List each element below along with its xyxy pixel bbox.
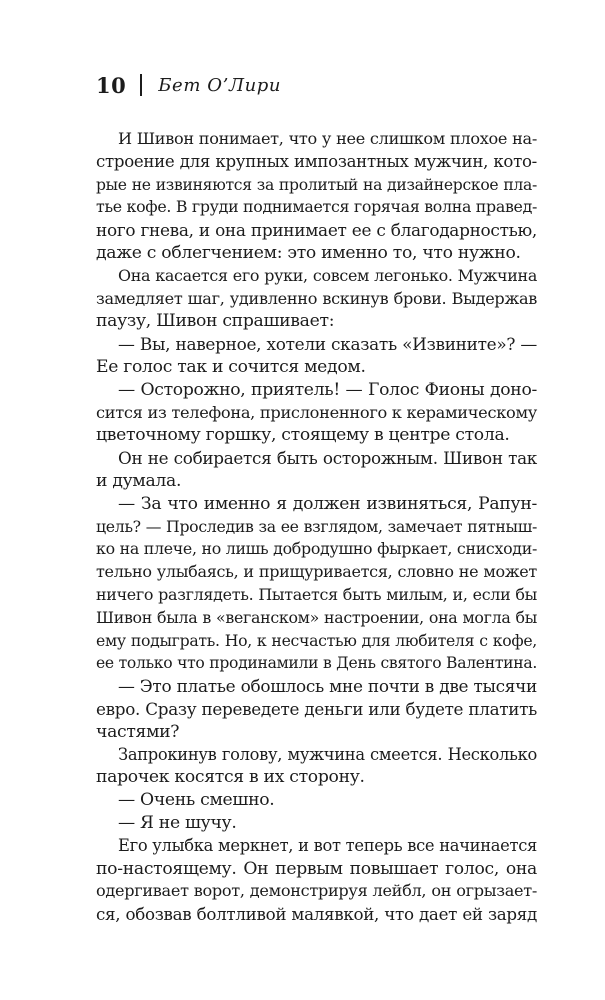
text-line: Ее голос так и сочится медом.: [96, 356, 366, 377]
text-line: — Вы, наверное, хотели сказать «Извините»? —: [118, 334, 537, 355]
text-line: ему подыграть. Но, к несчастью для любителя с кофе,: [96, 630, 537, 650]
text-line: даже с облегчением: это именно то, что нужно.: [96, 242, 521, 263]
text-line: Его улыбка меркнет, и вот теперь все начинается: [118, 835, 537, 855]
text-line: Она касается его руки, совсем легонько. Мужчина: [118, 265, 537, 285]
page-number: 10: [96, 72, 127, 98]
text-line: ного гнева, и она принимает ее с благодарностью,: [96, 220, 537, 241]
text-line: ся, обозвав болтливой малявкой, что дает ей заряд: [96, 904, 537, 925]
text-line: ко на плече, но лишь добродушно фыркает, снисходи-: [96, 539, 537, 559]
running-header-author: Бет О’Лири: [158, 74, 282, 96]
text-line: парочек косятся в их сторону.: [96, 767, 365, 788]
text-line: замедляет шаг, удивленно вскинув брови. Выдержав: [96, 288, 537, 308]
text-line: евро. Сразу переведете деньги или будете платить: [96, 698, 537, 719]
text-line: — Осторожно, приятель! — Голос Фионы доно-: [118, 379, 537, 400]
text-line: Шивон была в «веганском» настроении, она могла бы: [96, 607, 537, 627]
text-line: рые не извиняются за пролитый на дизайнерское пла-: [96, 175, 537, 194]
text-line: — Очень смешно.: [118, 790, 275, 811]
header-separator: [140, 74, 142, 96]
text-line: — Это платье обошлось мне почти в две тысячи: [118, 676, 537, 697]
text-line: — За что именно я должен извиняться, Рапун-: [118, 493, 537, 514]
text-line: и думала.: [96, 470, 182, 491]
text-line: частями?: [96, 721, 180, 742]
text-line: по-настоящему. Он первым повышает голос, она: [96, 858, 537, 879]
text-line: цветочному горшку, стоящему в центре стола.: [96, 425, 510, 446]
text-line: тельно улыбаясь, и прищуривается, словно не может: [96, 562, 537, 582]
text-line: одергивает ворот, демонстрируя лейбл, он огрызает-: [96, 881, 537, 901]
text-line: ничего разглядеть. Пытается быть милым, и, если бы: [96, 584, 537, 604]
text-line: паузу, Шивон спрашивает:: [96, 311, 335, 332]
text-line: цель? — Проследив за ее взглядом, замечает пятныш-: [96, 516, 537, 536]
text-line: И Шивон понимает, что у нее слишком плохое на-: [118, 129, 537, 148]
text-line: тье кофе. В груди поднимается горячая волна правед-: [96, 197, 538, 217]
text-line: строение для крупных импозантных мужчин, кото-: [96, 151, 537, 171]
text-line: сится из телефона, прислоненного к керамическому: [96, 402, 537, 422]
body-text: [96, 128, 537, 926]
running-header: [96, 70, 281, 100]
text-line: Запрокинув голову, мужчина смеется. Несколько: [118, 744, 537, 764]
text-line: Он не собирается быть осторожным. Шивон так: [118, 448, 537, 469]
text-line: — Я не шучу.: [118, 812, 237, 833]
text-line: ее только что продинамили в День святого Валентина.: [96, 654, 537, 673]
